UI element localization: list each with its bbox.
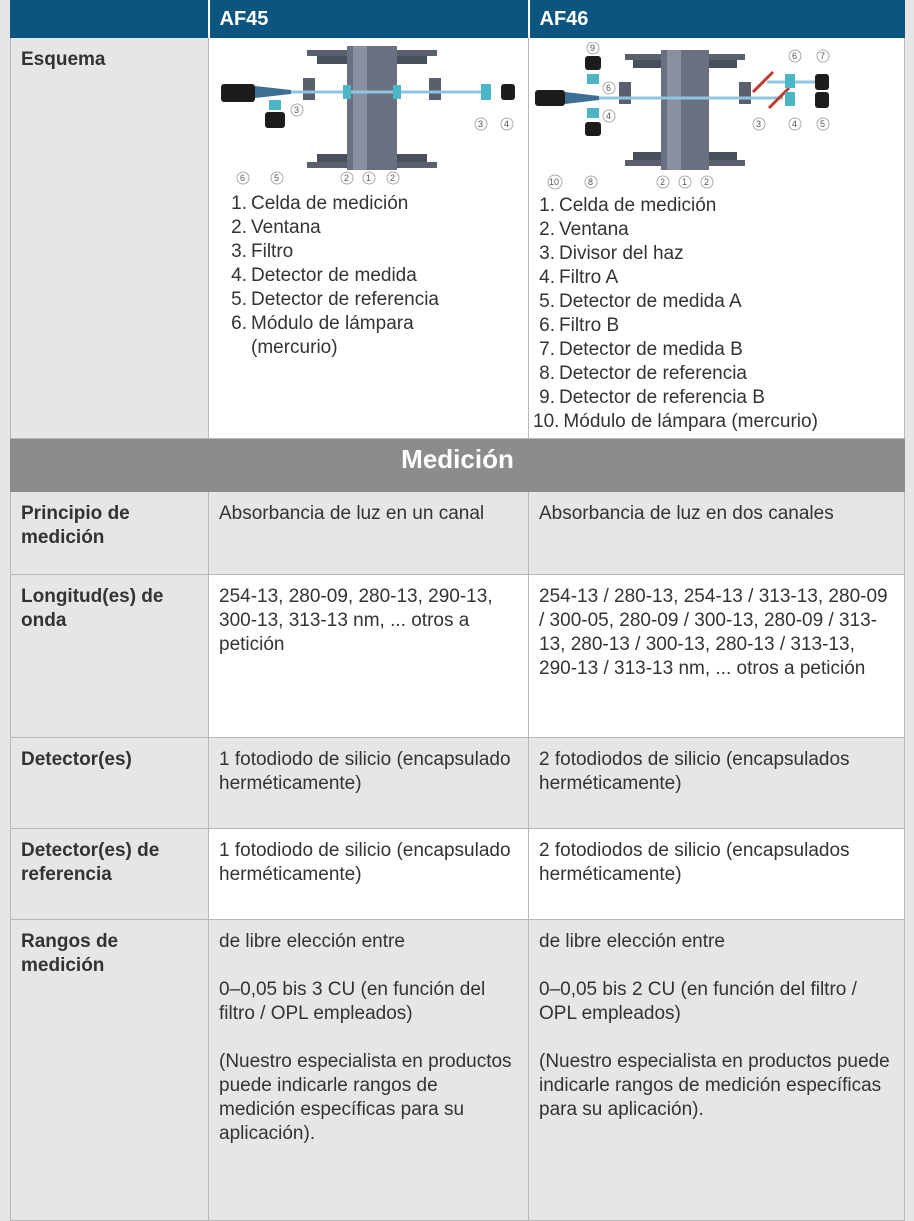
svg-text:1: 1 [366, 173, 372, 183]
svg-text:3: 3 [294, 105, 300, 115]
legend-item: 2. Ventana [231, 217, 321, 238]
svg-text:3: 3 [756, 119, 762, 129]
svg-text:2: 2 [704, 177, 710, 187]
legend-item: 4. Filtro A [539, 267, 619, 288]
cell-rangos-af46 [529, 920, 905, 1221]
rangos-af46-p3: (Nuestro especialista en productos puede indicarle rangos de medición específicas para su aplicación). [539, 1051, 890, 1120]
legend-item: 10. Módulo de lámpara (mercurio) [533, 411, 818, 432]
svg-text:3: 3 [478, 119, 484, 129]
af45-lamp-module [221, 84, 291, 102]
af46-flange-cell [619, 50, 751, 170]
label-principio: Principio de medición [11, 492, 209, 575]
legend-item: 6. Módulo de lámpara [231, 313, 414, 334]
rangos-af46-p1: de libre elección entre [539, 931, 725, 952]
rangos-af45-p3: (Nuestro especialista en productos puede indicarle rangos de medición específicas para su aplicación). [219, 1051, 512, 1144]
label-esquema: Esquema [11, 38, 209, 439]
af45-flange-cell [303, 46, 441, 170]
svg-text:2: 2 [344, 173, 350, 183]
header-af46: AF46 [529, 1, 905, 38]
legend-item: 3. Filtro [231, 241, 294, 262]
legend-item: 6. Filtro B [539, 315, 620, 336]
af45-measure-detector [481, 84, 515, 100]
row-detector [11, 738, 905, 829]
spec-table [10, 0, 905, 1221]
legend-item: 5. Detector de referencia [231, 289, 439, 310]
label-longitud: Longitud(es) de onda [11, 575, 209, 738]
legend-item: 5. Detector de medida A [539, 291, 742, 312]
label-rangos: Rangos de medición [11, 920, 209, 1221]
row-longitud [11, 575, 905, 738]
row-esquema [11, 38, 905, 439]
section-medicion-row [11, 439, 905, 492]
cell-esquema-af45 [209, 38, 529, 439]
legend-item: 2. Ventana [539, 219, 629, 240]
row-detector-ref [11, 829, 905, 920]
svg-text:4: 4 [606, 111, 612, 121]
legend-item: (mercurio) [251, 337, 338, 358]
svg-text:6: 6 [240, 173, 246, 183]
row-rangos [11, 920, 905, 1221]
svg-text:7: 7 [820, 51, 826, 61]
svg-text:5: 5 [274, 173, 280, 183]
label-detector-ref: Detector(es) de referencia [11, 829, 209, 920]
header-blank [11, 1, 209, 38]
header-af45: AF45 [209, 1, 529, 38]
af46-lamp-module [535, 90, 599, 106]
svg-text:9: 9 [590, 43, 596, 53]
legend-item: 1. Celda de medición [539, 195, 717, 216]
af45-reference-detector [265, 100, 285, 128]
legend-item: 8. Detector de referencia [539, 363, 747, 384]
legend-item: 7. Detector de medida B [539, 339, 743, 360]
cell-detector-af45: 1 fotodiodo de silicio (encapsulado herméticamente) [209, 738, 529, 829]
svg-text:10: 10 [549, 177, 560, 187]
legend-item: 9. Detector de referencia B [539, 387, 765, 408]
af46-legend-list [533, 194, 900, 434]
af46-beam-splitters [753, 72, 789, 108]
af45-legend-list [219, 192, 518, 360]
af46-schematic-diagram [533, 42, 833, 194]
af45-schematic-diagram [219, 44, 519, 192]
cell-longitud-af45: 254-13, 280-09, 280-13, 290-13, 300-13, 313-13 nm, ... otros a petición [209, 575, 529, 738]
cell-longitud-af46: 254-13 / 280-13, 254-13 / 313-13, 280-09 / 300-05, 280-09 / 300-13, 280-09 / 313-13, 280-13 / 300-13, 280-13 / 313-13, 290-13 / 313-13 nm, ... otros a petición [529, 575, 905, 738]
cell-detector-ref-af46: 2 fotodiodos de silicio (encapsulados herméticamente) [529, 829, 905, 920]
af46-measure-detectors [785, 74, 829, 108]
svg-text:4: 4 [504, 119, 510, 129]
cell-principio-af46: Absorbancia de luz en dos canales [529, 492, 905, 575]
cell-rangos-af45 [209, 920, 529, 1221]
svg-text:6: 6 [792, 51, 798, 61]
svg-text:1: 1 [682, 177, 688, 187]
cell-esquema-af46 [529, 38, 905, 439]
rangos-af46-p2: 0–0,05 bis 2 CU (en función del filtro / OPL empleados) [539, 979, 857, 1024]
header-row [11, 1, 905, 38]
legend-item: 4. Detector de medida [231, 265, 417, 286]
legend-item: 1. Celda de medición [231, 193, 409, 214]
rangos-af45-p2: 0–0,05 bis 3 CU (en función del filtro / OPL empleados) [219, 979, 486, 1024]
row-principio [11, 492, 905, 575]
cell-detector-af46: 2 fotodiodos de silicio (encapsulados herméticamente) [529, 738, 905, 829]
legend-item: 3. Divisor del haz [539, 243, 684, 264]
svg-text:6: 6 [606, 83, 612, 93]
svg-text:2: 2 [390, 173, 396, 183]
section-title-medicion: Medición [11, 439, 905, 492]
cell-detector-ref-af45: 1 fotodiodo de silicio (encapsulado herméticamente) [209, 829, 529, 920]
svg-text:4: 4 [792, 119, 798, 129]
svg-text:8: 8 [588, 177, 594, 187]
cell-principio-af45: Absorbancia de luz en un canal [209, 492, 529, 575]
label-detector: Detector(es) [11, 738, 209, 829]
svg-text:5: 5 [820, 119, 826, 129]
svg-text:2: 2 [660, 177, 666, 187]
rangos-af45-p1: de libre elección entre [219, 931, 405, 952]
